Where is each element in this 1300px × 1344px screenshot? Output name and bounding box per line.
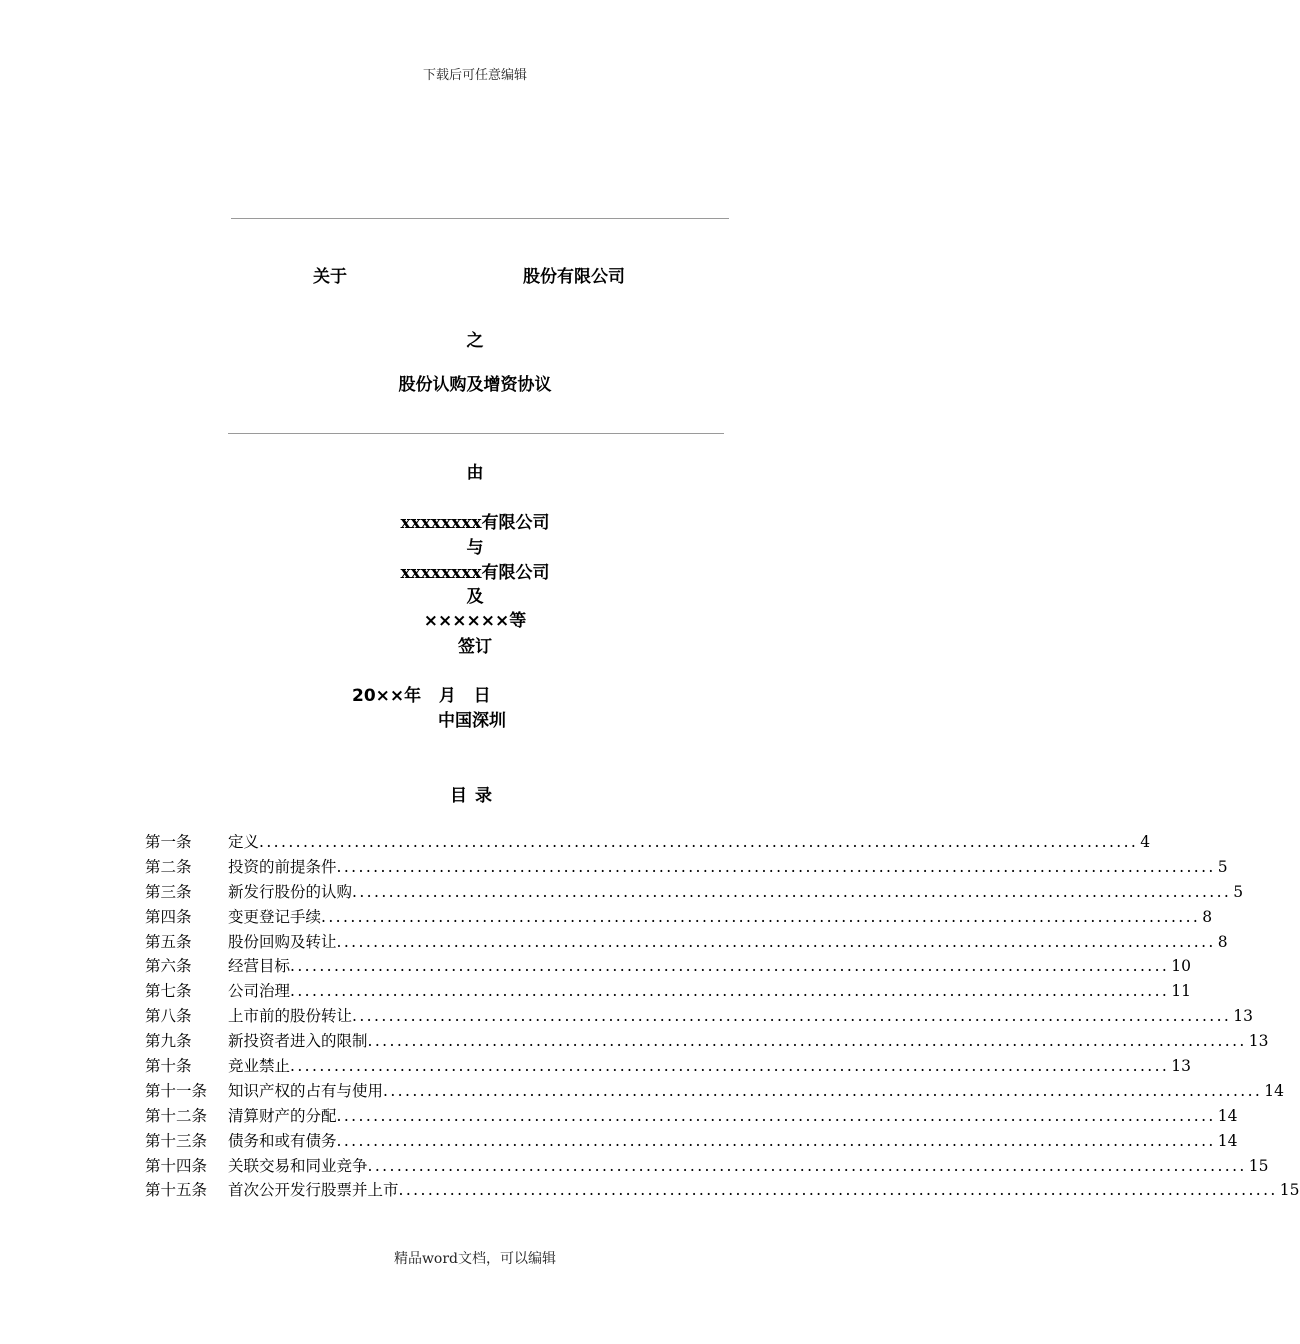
toc-leader-dots: ........................................................................................................................ xyxy=(336,932,1216,951)
document-title: 股份认购及增资协议 xyxy=(398,375,552,395)
toc-leader-dots: ........................................................................................................................ xyxy=(367,1156,1247,1175)
toc-entry-title: 定义 xyxy=(228,833,260,851)
toc-entry-page: 15 xyxy=(1279,1181,1300,1200)
toc-leader-dots: ........................................................................................................................ xyxy=(398,1181,1278,1200)
footer-note: 精品word文档，可以编辑 xyxy=(393,1251,557,1267)
signed-label: 签订 xyxy=(458,637,492,657)
toc-entry-page: 15 xyxy=(1248,1156,1269,1175)
toc-entry[interactable] xyxy=(145,905,1213,930)
toc-entry-number: 第五条 xyxy=(145,932,192,951)
toc-entry[interactable] xyxy=(145,1178,1300,1203)
toc-entry-title: 变更登记手续 xyxy=(228,907,322,926)
top-divider xyxy=(231,218,729,219)
toc-leader-dots: ........................................................................................................................ xyxy=(336,1131,1216,1150)
toc-heading: 目录 xyxy=(450,786,500,806)
toc-leader-dots: ........................................................................................................................ xyxy=(352,882,1232,901)
signing-date: 20××年 月 日 xyxy=(352,686,491,706)
signing-place: 中国深圳 xyxy=(438,711,506,731)
toc-leader-dots: ........................................................................................................................ xyxy=(290,982,1170,1001)
toc-entry-number: 第十二条 xyxy=(145,1106,208,1125)
toc-entry[interactable] xyxy=(145,930,1228,955)
toc-entry-title: 投资的前提条件 xyxy=(228,857,337,876)
table-of-contents xyxy=(145,830,1300,1203)
toc-entry-page: 5 xyxy=(1217,857,1228,876)
header-note: 下载后可任意编辑 xyxy=(422,68,527,83)
title-about: 关于 xyxy=(313,267,347,287)
toc-entry-page: 14 xyxy=(1217,1106,1238,1125)
toc-entry-title: 竞业禁止 xyxy=(228,1057,291,1076)
toc-entry-title: 清算财产的分配 xyxy=(228,1106,337,1125)
toc-leader-dots: ........................................................................................................................ xyxy=(336,1106,1216,1125)
toc-entry[interactable] xyxy=(145,1079,1284,1104)
toc-entry-number: 第十三条 xyxy=(145,1131,208,1150)
toc-entry-number: 第十条 xyxy=(145,1057,192,1076)
toc-entry-page: 4 xyxy=(1140,833,1151,851)
toc-entry-title: 债务和或有债务 xyxy=(228,1131,337,1150)
toc-entry[interactable] xyxy=(145,880,1244,905)
toc-leader-dots: ........................................................................................................................ xyxy=(367,1032,1247,1051)
toc-entry[interactable] xyxy=(145,1004,1253,1029)
toc-entry[interactable] xyxy=(145,1129,1238,1154)
title-divider xyxy=(228,433,724,434)
toc-entry-number: 第三条 xyxy=(145,882,192,901)
toc-entry-page: 8 xyxy=(1202,907,1213,926)
toc-entry-title: 公司治理 xyxy=(228,982,291,1001)
toc-entry-title: 知识产权的占有与使用 xyxy=(228,1081,384,1100)
toc-leader-dots: ........................................................................................................................ xyxy=(290,1057,1170,1076)
toc-entry-title: 首次公开发行股票并上市 xyxy=(228,1181,399,1200)
conjunction-and: 与 xyxy=(466,538,484,558)
toc-entry-number: 第十五条 xyxy=(145,1181,208,1200)
toc-entry-page: 13 xyxy=(1233,1007,1253,1026)
toc-leader-dots: ........................................................................................................................ xyxy=(383,1081,1263,1100)
toc-leader-dots: ........................................................................................................................ xyxy=(336,857,1216,876)
toc-entry[interactable] xyxy=(145,830,1151,855)
toc-entry-page: 13 xyxy=(1171,1057,1191,1076)
toc-entry[interactable] xyxy=(145,1054,1191,1079)
toc-entry[interactable] xyxy=(145,1029,1269,1054)
toc-entry-number: 第十一条 xyxy=(145,1081,208,1100)
toc-entry-page: 14 xyxy=(1264,1081,1284,1100)
toc-entry-number: 第七条 xyxy=(145,982,192,1001)
toc-entry-page: 8 xyxy=(1217,932,1228,951)
conjunction-also: 及 xyxy=(466,587,484,607)
toc-leader-dots: ........................................................................................................................ xyxy=(259,833,1139,851)
toc-entry-number: 第十四条 xyxy=(145,1156,208,1175)
toc-entry-title: 经营目标 xyxy=(228,957,291,976)
toc-entry-number: 第一条 xyxy=(145,833,192,851)
toc-entry[interactable] xyxy=(145,954,1191,979)
toc-entry-number: 第二条 xyxy=(145,857,192,876)
toc-leader-dots: ........................................................................................................................ xyxy=(290,957,1170,976)
title-connector: 之 xyxy=(466,331,484,351)
toc-entry-page: 14 xyxy=(1217,1131,1238,1150)
toc-leader-dots: ........................................................................................................................ xyxy=(321,907,1201,926)
toc-leader-dots: ........................................................................................................................ xyxy=(352,1007,1232,1026)
toc-entry-number: 第九条 xyxy=(145,1032,192,1051)
toc-entry-title: 关联交易和同业竞争 xyxy=(228,1156,368,1175)
party-three: ××××××等 xyxy=(423,611,527,631)
toc-entry-title: 股份回购及转让 xyxy=(228,932,337,951)
toc-entry-number: 第八条 xyxy=(145,1007,192,1026)
toc-entry[interactable] xyxy=(145,979,1191,1004)
toc-entry[interactable] xyxy=(145,855,1228,880)
title-company: 股份有限公司 xyxy=(523,267,625,287)
toc-entry[interactable] xyxy=(145,1104,1238,1129)
toc-entry-number: 第六条 xyxy=(145,957,192,976)
toc-entry-page: 10 xyxy=(1171,957,1191,976)
party-one: xxxxxxxx有限公司 xyxy=(400,513,550,533)
party-two: xxxxxxxx有限公司 xyxy=(400,563,550,583)
toc-entry-title: 新发行股份的认购 xyxy=(228,882,353,901)
toc-entry[interactable] xyxy=(145,1154,1269,1179)
toc-entry-page: 5 xyxy=(1233,882,1244,901)
toc-entry-page: 13 xyxy=(1248,1032,1269,1051)
signing-by: 由 xyxy=(466,463,484,483)
toc-entry-title: 上市前的股份转让 xyxy=(228,1007,353,1026)
toc-entry-number: 第四条 xyxy=(145,907,192,926)
toc-entry-page: 11 xyxy=(1171,982,1191,1001)
toc-entry-title: 新投资者进入的限制 xyxy=(228,1032,368,1051)
